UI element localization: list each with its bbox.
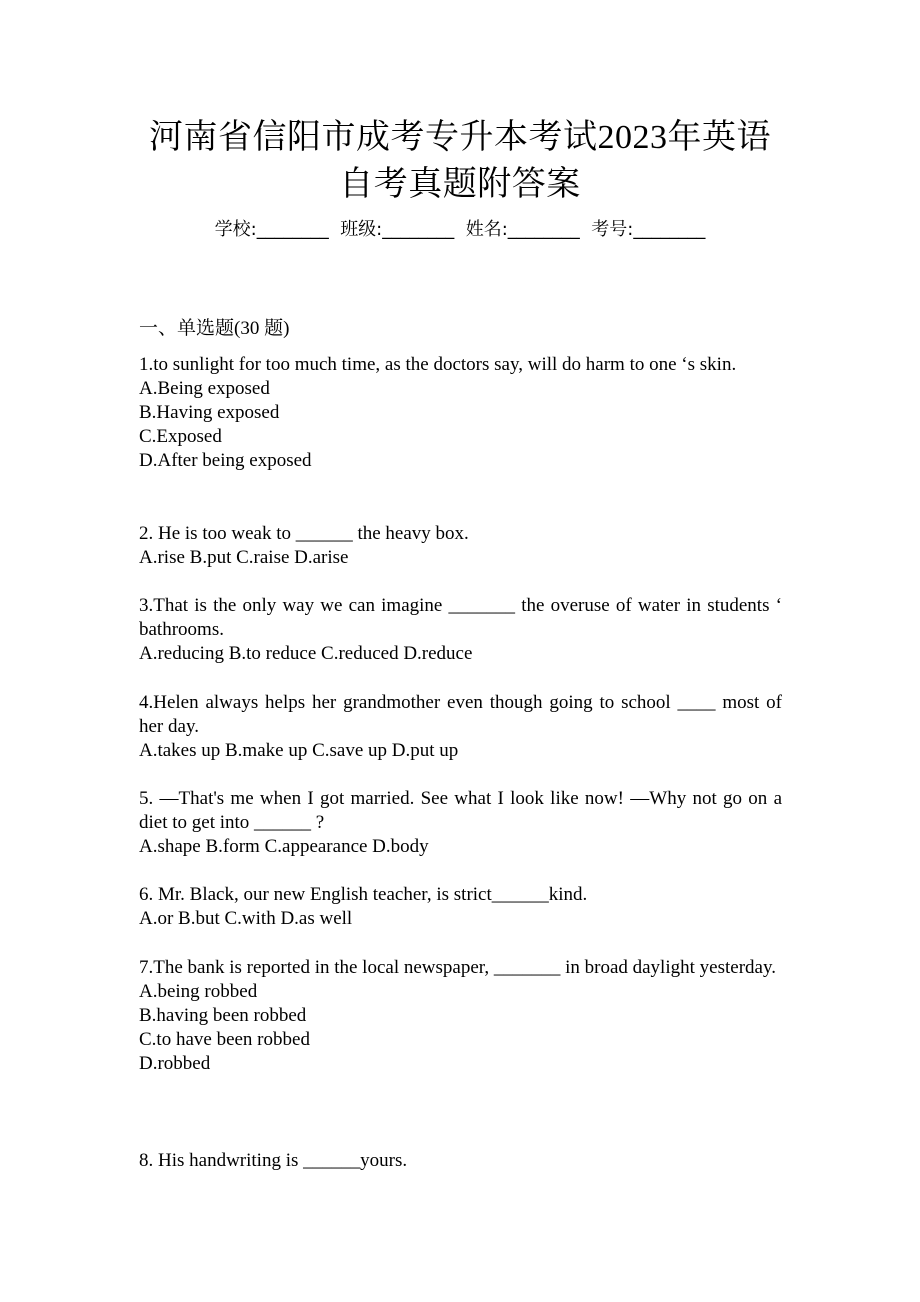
class-field: 班级:________ xyxy=(340,219,455,240)
question-6 xyxy=(139,883,782,931)
question-stem: 7.The bank is reported in the local newspaper, _______ in broad daylight yesterday. xyxy=(139,957,776,978)
option: C.to have been robbed xyxy=(139,1029,310,1050)
option: A.being robbed xyxy=(139,981,258,1002)
option: A.Being exposed xyxy=(139,378,270,399)
options-line: A.or B.but C.with D.as well xyxy=(139,908,353,929)
question-3 xyxy=(139,594,782,666)
document-title-line-2: 自考真题附答案 xyxy=(339,166,581,203)
question-stem: 6. Mr. Black, our new English teacher, is strict______kind. xyxy=(139,884,588,905)
option: C.Exposed xyxy=(139,426,222,447)
section-heading: 一、单选题(30 题) xyxy=(139,318,290,339)
question-stem: 2. He is too weak to ______ the heavy box. xyxy=(139,523,469,544)
question-1 xyxy=(139,353,782,473)
question-stem: 4.Helen always helps her grandmother even though going to school ____ most of her day. xyxy=(139,692,782,737)
option: B.Having exposed xyxy=(139,402,280,423)
question-stem: 1.to sunlight for too much time, as the doctors say, will do harm to one ‘s skin. xyxy=(139,354,737,375)
school-field: 学校:________ xyxy=(214,219,329,240)
question-2 xyxy=(139,522,782,570)
question-8 xyxy=(139,1149,782,1173)
question-stem: 3.That is the only way we can imagine _______ the overuse of water in students ‘ bathrooms. xyxy=(139,595,782,640)
options-line: A.reducing B.to reduce C.reduced D.reduce xyxy=(139,643,473,664)
student-info-line xyxy=(0,216,920,244)
option: D.robbed xyxy=(139,1053,211,1074)
question-4 xyxy=(139,691,782,763)
exam-number-field: 考号:________ xyxy=(591,219,706,240)
options-line: A.rise B.put C.raise D.arise xyxy=(139,547,349,568)
name-field: 姓名:________ xyxy=(465,219,580,240)
question-5 xyxy=(139,787,782,859)
option: D.After being exposed xyxy=(139,450,312,471)
option: B.having been robbed xyxy=(139,1005,307,1026)
question-7 xyxy=(139,956,782,1076)
options-line: A.takes up B.make up C.save up D.put up xyxy=(139,740,459,761)
options-line: A.shape B.form C.appearance D.body xyxy=(139,836,429,857)
question-stem: 8. His handwriting is ______yours. xyxy=(139,1150,408,1171)
document-title-line-1: 河南省信阳市成考专升本考试2023年英语 xyxy=(149,119,771,156)
question-stem: 5. —That's me when I got married. See what I look like now! —Why not go on a diet to get into ______ ? xyxy=(139,788,782,833)
